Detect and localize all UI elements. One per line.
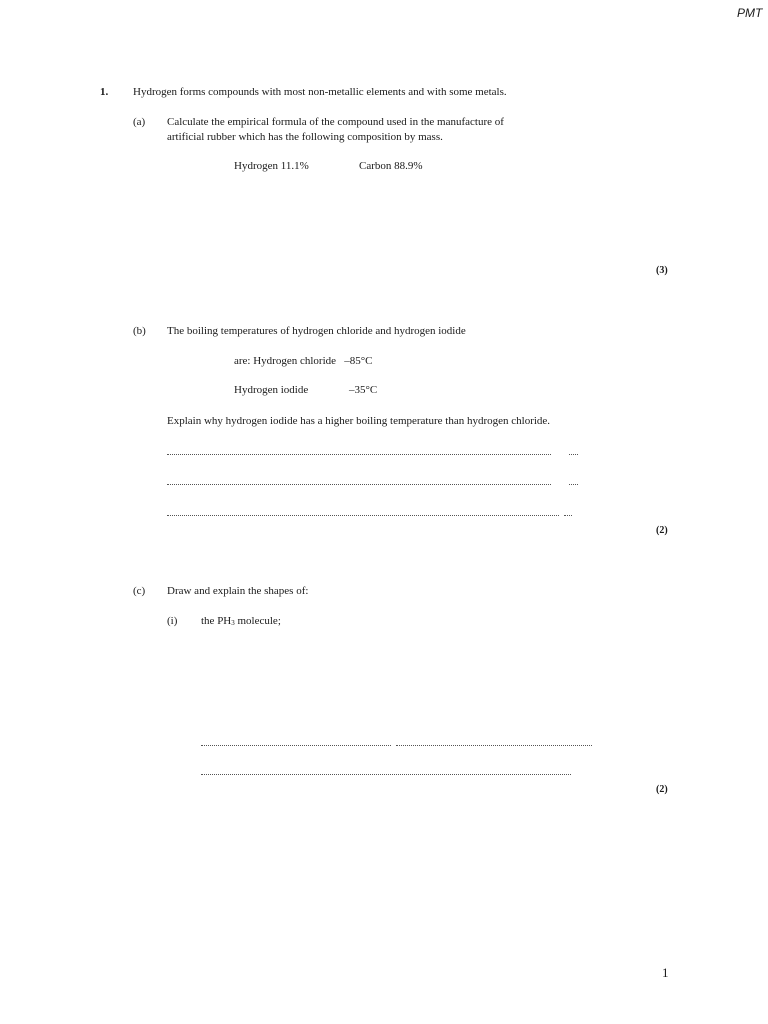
answer-line[interactable] (201, 745, 391, 746)
part-b-label: (b) (133, 325, 146, 337)
part-c-i-text-sub: 3 (231, 619, 235, 627)
answer-line[interactable] (396, 745, 592, 746)
part-c-i-text (201, 615, 281, 627)
part-b-line1: The boiling temperatures of hydrogen chloride and hydrogen iodide (167, 325, 466, 337)
pmt-brand: PMT (737, 6, 763, 20)
part-b-instruction: Explain why hydrogen iodide has a higher boiling temperature than hydrogen chloride. (167, 415, 551, 427)
part-a-marks: (3) (656, 265, 668, 276)
part-b-row1: are: Hydrogen chloride –85°C (234, 355, 373, 367)
part-c-i-text-suffix: molecule; (234, 615, 281, 627)
part-c-text: Draw and explain the shapes of: (167, 585, 309, 597)
part-c-i-text-prefix: the PH (201, 615, 232, 627)
part-b-row2-name: Hydrogen iodide (234, 384, 309, 396)
part-a-line1: Calculate the empirical formula of the compound used in the manufacture of (167, 116, 504, 128)
answer-line[interactable] (167, 515, 559, 516)
part-b-marks: (2) (656, 525, 668, 536)
part-a-line2: artificial rubber which has the following composition by mass. (167, 131, 443, 143)
part-a-hydrogen: Hydrogen 11.1% (234, 160, 309, 172)
part-c-label: (c) (133, 585, 146, 597)
answer-line[interactable] (201, 774, 571, 775)
part-a-carbon: Carbon 88.9% (359, 160, 423, 172)
answer-line-end (564, 515, 572, 516)
answer-line-end (569, 484, 578, 485)
answer-line[interactable] (167, 454, 551, 455)
question-number: 1. (100, 86, 109, 98)
answer-line[interactable] (167, 484, 551, 485)
page-number: 1 (662, 965, 669, 980)
part-c-i-marks: (2) (656, 784, 668, 795)
part-a-label: (a) (133, 116, 146, 128)
question-intro: Hydrogen forms compounds with most non-metallic elements and with some metals. (133, 86, 507, 98)
part-b-row2-value: –35°C (349, 384, 378, 396)
answer-line-end (569, 454, 578, 455)
part-c-i-label: (i) (167, 615, 178, 627)
